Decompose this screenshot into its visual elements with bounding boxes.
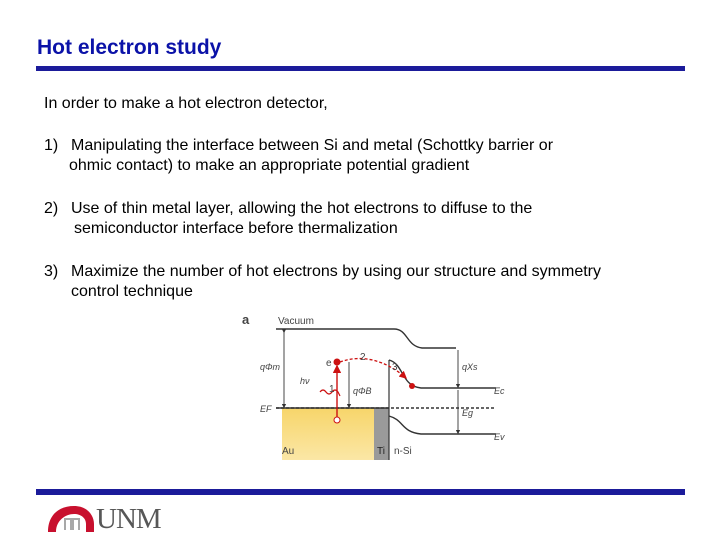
ec-label: Ec: [494, 386, 505, 396]
affinity-label: qXs: [462, 362, 478, 372]
interlayer-label: Ti: [377, 446, 385, 457]
fermi-label: EF: [260, 404, 272, 414]
ev-label: Ev: [494, 432, 505, 442]
metal-region: [282, 408, 374, 460]
list-item-number: 2): [44, 200, 59, 217]
intro-text: In order to make a hot electron detector,: [44, 95, 328, 112]
list-item-line: semiconductor interface before thermalization: [74, 220, 398, 237]
list-item-number: 1): [44, 137, 59, 154]
band-diagram: [236, 308, 526, 468]
eg-label: Eg: [462, 408, 474, 418]
barrier-label: qΦB: [353, 386, 372, 396]
injected-electron-dot: [409, 383, 415, 389]
footer-divider: [36, 489, 685, 495]
work-function-label: qΦm: [260, 362, 281, 372]
semiconductor-label: n-Si: [394, 446, 412, 457]
panel-label: a: [242, 312, 250, 327]
list-item: [44, 199, 684, 239]
list-item-number: 3): [44, 263, 59, 280]
conduction-band: [389, 360, 496, 388]
valence-band: [389, 416, 496, 434]
step1-label: 1: [329, 384, 335, 395]
slide-title: Hot electron study: [37, 36, 222, 59]
list-item: [44, 262, 684, 302]
vacuum-label: Vacuum: [278, 316, 314, 327]
photon-label: hν: [300, 376, 310, 386]
list-item-line: ohmic contact) to make an appropriate potential gradient: [69, 157, 470, 174]
slide-body: [44, 94, 684, 325]
hole-dot: [334, 417, 340, 423]
list-item: [44, 136, 684, 176]
vacuum-level-bend: [394, 329, 456, 348]
list-item-line: Use of thin metal layer, allowing the hot electrons to diffuse to the: [71, 200, 533, 217]
logo-text: UNM: [96, 503, 161, 535]
title-divider: [36, 66, 685, 71]
step2-label: 2: [360, 352, 366, 363]
electron-label: e: [326, 358, 332, 369]
electron-dot: [334, 359, 341, 366]
list-item-line: Maximize the number of hot electrons by using our structure and symmetry: [71, 263, 601, 280]
step3-label: 3: [392, 362, 398, 373]
list-item-line: Manipulating the interface between Si and metal (Schottky barrier or: [71, 137, 554, 154]
list-item-line: control technique: [71, 283, 193, 300]
metal-label: Au: [282, 446, 295, 457]
